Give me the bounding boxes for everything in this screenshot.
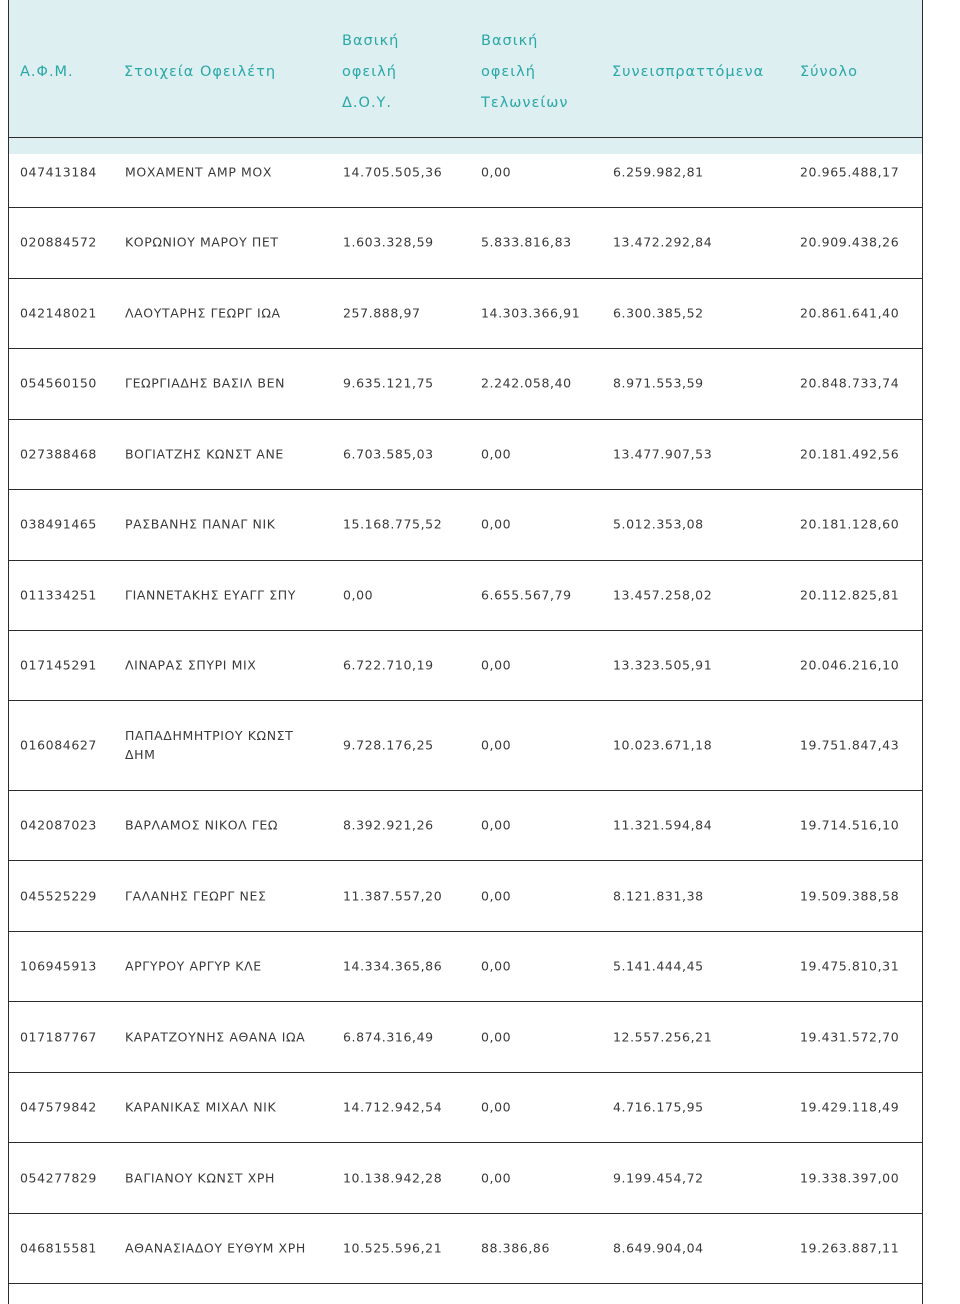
debtor-name-cell: ΑΡΓΥΡΟΥ ΑΡΓΥΡ ΚΛΕ <box>125 958 262 974</box>
customs-debt-cell: 0,00 <box>481 817 512 833</box>
header-total: Σύνολο <box>800 64 858 80</box>
afm-cell: 054560150 <box>20 375 97 391</box>
co-collected-cell: 8.971.553,59 <box>613 375 704 391</box>
afm-cell: 017145291 <box>20 657 97 673</box>
row-divider <box>8 419 922 420</box>
tax-office-debt-cell: 257.888,97 <box>343 305 421 321</box>
co-collected-cell: 5.012.353,08 <box>613 516 704 532</box>
co-collected-cell: 13.457.258,02 <box>613 587 713 603</box>
co-collected-cell: 9.199.454,72 <box>613 1170 704 1186</box>
tax-office-debt-cell: 14.705.505,36 <box>343 164 443 180</box>
co-collected-cell: 12.557.256,21 <box>613 1029 713 1045</box>
co-collected-cell: 13.472.292,84 <box>613 234 713 250</box>
total-cell: 20.112.825,81 <box>800 587 900 603</box>
debtor-name-cell: ΓΕΩΡΓΙΑΔΗΣ ΒΑΣΙΛ ΒΕΝ <box>125 375 286 391</box>
table-border-right <box>922 0 923 1304</box>
customs-debt-cell: 0,00 <box>481 737 512 753</box>
total-cell: 20.861.641,40 <box>800 305 900 321</box>
row-divider <box>8 489 922 490</box>
tax-office-debt-cell: 6.703.585,03 <box>343 446 434 462</box>
afm-cell: 042148021 <box>20 305 97 321</box>
tax-office-debt-cell: 6.874.316,49 <box>343 1029 434 1045</box>
table-border-left <box>8 0 9 1304</box>
row-divider <box>8 700 922 701</box>
tax-office-debt-cell: 8.392.921,26 <box>343 817 434 833</box>
total-cell: 19.263.887,11 <box>800 1240 900 1256</box>
row-divider <box>8 207 922 208</box>
total-cell: 19.431.572,70 <box>800 1029 900 1045</box>
tax-office-debt-cell: 10.525.596,21 <box>343 1240 443 1256</box>
debtor-name-cell: ΚΟΡΩΝΙΟΥ ΜΑΡΟΥ ΠΕΤ <box>125 234 279 250</box>
row-divider <box>8 860 922 861</box>
afm-cell: 027388468 <box>20 446 97 462</box>
debtor-name-cell: ΓΙΑΝΝΕΤΑΚΗΣ ΕΥΑΓΓ ΣΠΥ <box>125 587 296 603</box>
row-divider <box>8 1283 922 1284</box>
total-cell: 19.429.118,49 <box>800 1099 900 1115</box>
row-divider <box>8 137 922 138</box>
customs-debt-cell: 0,00 <box>481 516 512 532</box>
row-divider <box>8 1142 922 1143</box>
customs-debt-cell: 14.303.366,91 <box>481 305 581 321</box>
total-cell: 20.848.733,74 <box>800 375 900 391</box>
customs-debt-cell: 2.242.058,40 <box>481 375 572 391</box>
co-collected-cell: 8.649.904,04 <box>613 1240 704 1256</box>
total-cell: 19.751.847,43 <box>800 737 900 753</box>
afm-cell: 042087023 <box>20 817 97 833</box>
debtor-name-cell: ΠΑΠΑΔΗΜΗΤΡΙΟΥ ΚΩΝΣΤ ΔΗΜ <box>125 728 294 762</box>
total-cell: 19.475.810,31 <box>800 958 900 974</box>
row-divider <box>8 790 922 791</box>
header-co-collected: Συνεισπραττόμενα <box>612 64 765 80</box>
header-basic-debt-tax-office: Βασική οφειλή Δ.Ο.Υ. <box>342 33 400 111</box>
afm-cell: 045525229 <box>20 888 97 904</box>
customs-debt-cell: 0,00 <box>481 958 512 974</box>
customs-debt-cell: 0,00 <box>481 446 512 462</box>
afm-cell: 020884572 <box>20 234 97 250</box>
row-divider <box>8 1072 922 1073</box>
debtor-name-cell: ΛΙΝΑΡΑΣ ΣΠΥΡΙ ΜΙΧ <box>125 657 257 673</box>
debtor-name-cell: ΑΘΑΝΑΣΙΑΔΟΥ ΕΥΘΥΜ ΧΡΗ <box>125 1240 306 1256</box>
tax-office-debt-cell: 1.603.328,59 <box>343 234 434 250</box>
row-divider <box>8 560 922 561</box>
afm-cell: 054277829 <box>20 1170 97 1186</box>
co-collected-cell: 13.323.505,91 <box>613 657 713 673</box>
afm-cell: 047413184 <box>20 164 97 180</box>
debtor-name-cell: ΚΑΡΑΝΙΚΑΣ ΜΙΧΑΛ ΝΙΚ <box>125 1099 277 1115</box>
header-basic-debt-customs: Βασική οφειλή Τελωνείων <box>481 33 569 111</box>
debtor-name-cell: ΓΑΛΑΝΗΣ ΓΕΩΡΓ ΝΕΣ <box>125 888 267 904</box>
co-collected-cell: 10.023.671,18 <box>613 737 713 753</box>
tax-office-debt-cell: 9.635.121,75 <box>343 375 434 391</box>
afm-cell: 011334251 <box>20 587 97 603</box>
co-collected-cell: 13.477.907,53 <box>613 446 713 462</box>
debtor-name-cell: ΡΑΣΒΑΝΗΣ ΠΑΝΑΓ ΝΙΚ <box>125 516 276 532</box>
header-afm: Α.Φ.Μ. <box>20 64 74 80</box>
header-debtor-details: Στοιχεία Οφειλέτη <box>124 64 277 80</box>
row-divider <box>8 1213 922 1214</box>
tax-office-debt-cell: 11.387.557,20 <box>343 888 443 904</box>
debtor-name-cell: ΒΑΡΛΑΜΟΣ ΝΙΚΟΛ ΓΕΩ <box>125 817 279 833</box>
tax-office-debt-cell: 14.334.365,86 <box>343 958 443 974</box>
total-cell: 20.909.438,26 <box>800 234 900 250</box>
afm-cell: 046815581 <box>20 1240 97 1256</box>
afm-cell: 016084627 <box>20 737 97 753</box>
total-cell: 19.714.516,10 <box>800 817 900 833</box>
row-divider <box>8 630 922 631</box>
total-cell: 20.965.488,17 <box>800 164 900 180</box>
row-divider <box>8 348 922 349</box>
debtor-name-cell: ΒΟΓΙΑΤΖΗΣ ΚΩΝΣΤ ΑΝΕ <box>125 446 284 462</box>
co-collected-cell: 11.321.594,84 <box>613 817 713 833</box>
row-divider <box>8 278 922 279</box>
row-divider <box>8 931 922 932</box>
customs-debt-cell: 6.655.567,79 <box>481 587 572 603</box>
co-collected-cell: 4.716.175,95 <box>613 1099 704 1115</box>
row-divider <box>8 1001 922 1002</box>
customs-debt-cell: 0,00 <box>481 164 512 180</box>
tax-office-debt-cell: 6.722.710,19 <box>343 657 434 673</box>
customs-debt-cell: 0,00 <box>481 657 512 673</box>
table-header <box>8 0 922 154</box>
co-collected-cell: 6.259.982,81 <box>613 164 704 180</box>
tax-office-debt-cell: 14.712.942,54 <box>343 1099 443 1115</box>
afm-cell: 017187767 <box>20 1029 97 1045</box>
debtor-name-cell: ΚΑΡΑΤΖΟΥΝΗΣ ΑΘΑΝΑ ΙΩΑ <box>125 1029 306 1045</box>
afm-cell: 038491465 <box>20 516 97 532</box>
tax-office-debt-cell: 10.138.942,28 <box>343 1170 443 1186</box>
customs-debt-cell: 88.386,86 <box>481 1240 551 1256</box>
debtor-name-cell: ΒΑΓΙΑΝΟΥ ΚΩΝΣΤ ΧΡΗ <box>125 1170 276 1186</box>
co-collected-cell: 5.141.444,45 <box>613 958 704 974</box>
total-cell: 19.338.397,00 <box>800 1170 900 1186</box>
co-collected-cell: 6.300.385,52 <box>613 305 704 321</box>
tax-office-debt-cell: 0,00 <box>343 587 374 603</box>
customs-debt-cell: 0,00 <box>481 888 512 904</box>
total-cell: 19.509.388,58 <box>800 888 900 904</box>
total-cell: 20.181.128,60 <box>800 516 900 532</box>
customs-debt-cell: 0,00 <box>481 1099 512 1115</box>
customs-debt-cell: 0,00 <box>481 1029 512 1045</box>
tax-office-debt-cell: 15.168.775,52 <box>343 516 443 532</box>
customs-debt-cell: 0,00 <box>481 1170 512 1186</box>
total-cell: 20.046.216,10 <box>800 657 900 673</box>
debtor-name-cell: ΛΑΟΥΤΑΡΗΣ ΓΕΩΡΓ ΙΩΑ <box>125 305 281 321</box>
debtor-name-cell: ΜΟΧΑΜΕΝΤ ΑΜΡ ΜΟΧ <box>125 164 273 180</box>
customs-debt-cell: 5.833.816,83 <box>481 234 572 250</box>
co-collected-cell: 8.121.831,38 <box>613 888 704 904</box>
total-cell: 20.181.492,56 <box>800 446 900 462</box>
afm-cell: 047579842 <box>20 1099 97 1115</box>
tax-office-debt-cell: 9.728.176,25 <box>343 737 434 753</box>
afm-cell: 106945913 <box>20 958 97 974</box>
